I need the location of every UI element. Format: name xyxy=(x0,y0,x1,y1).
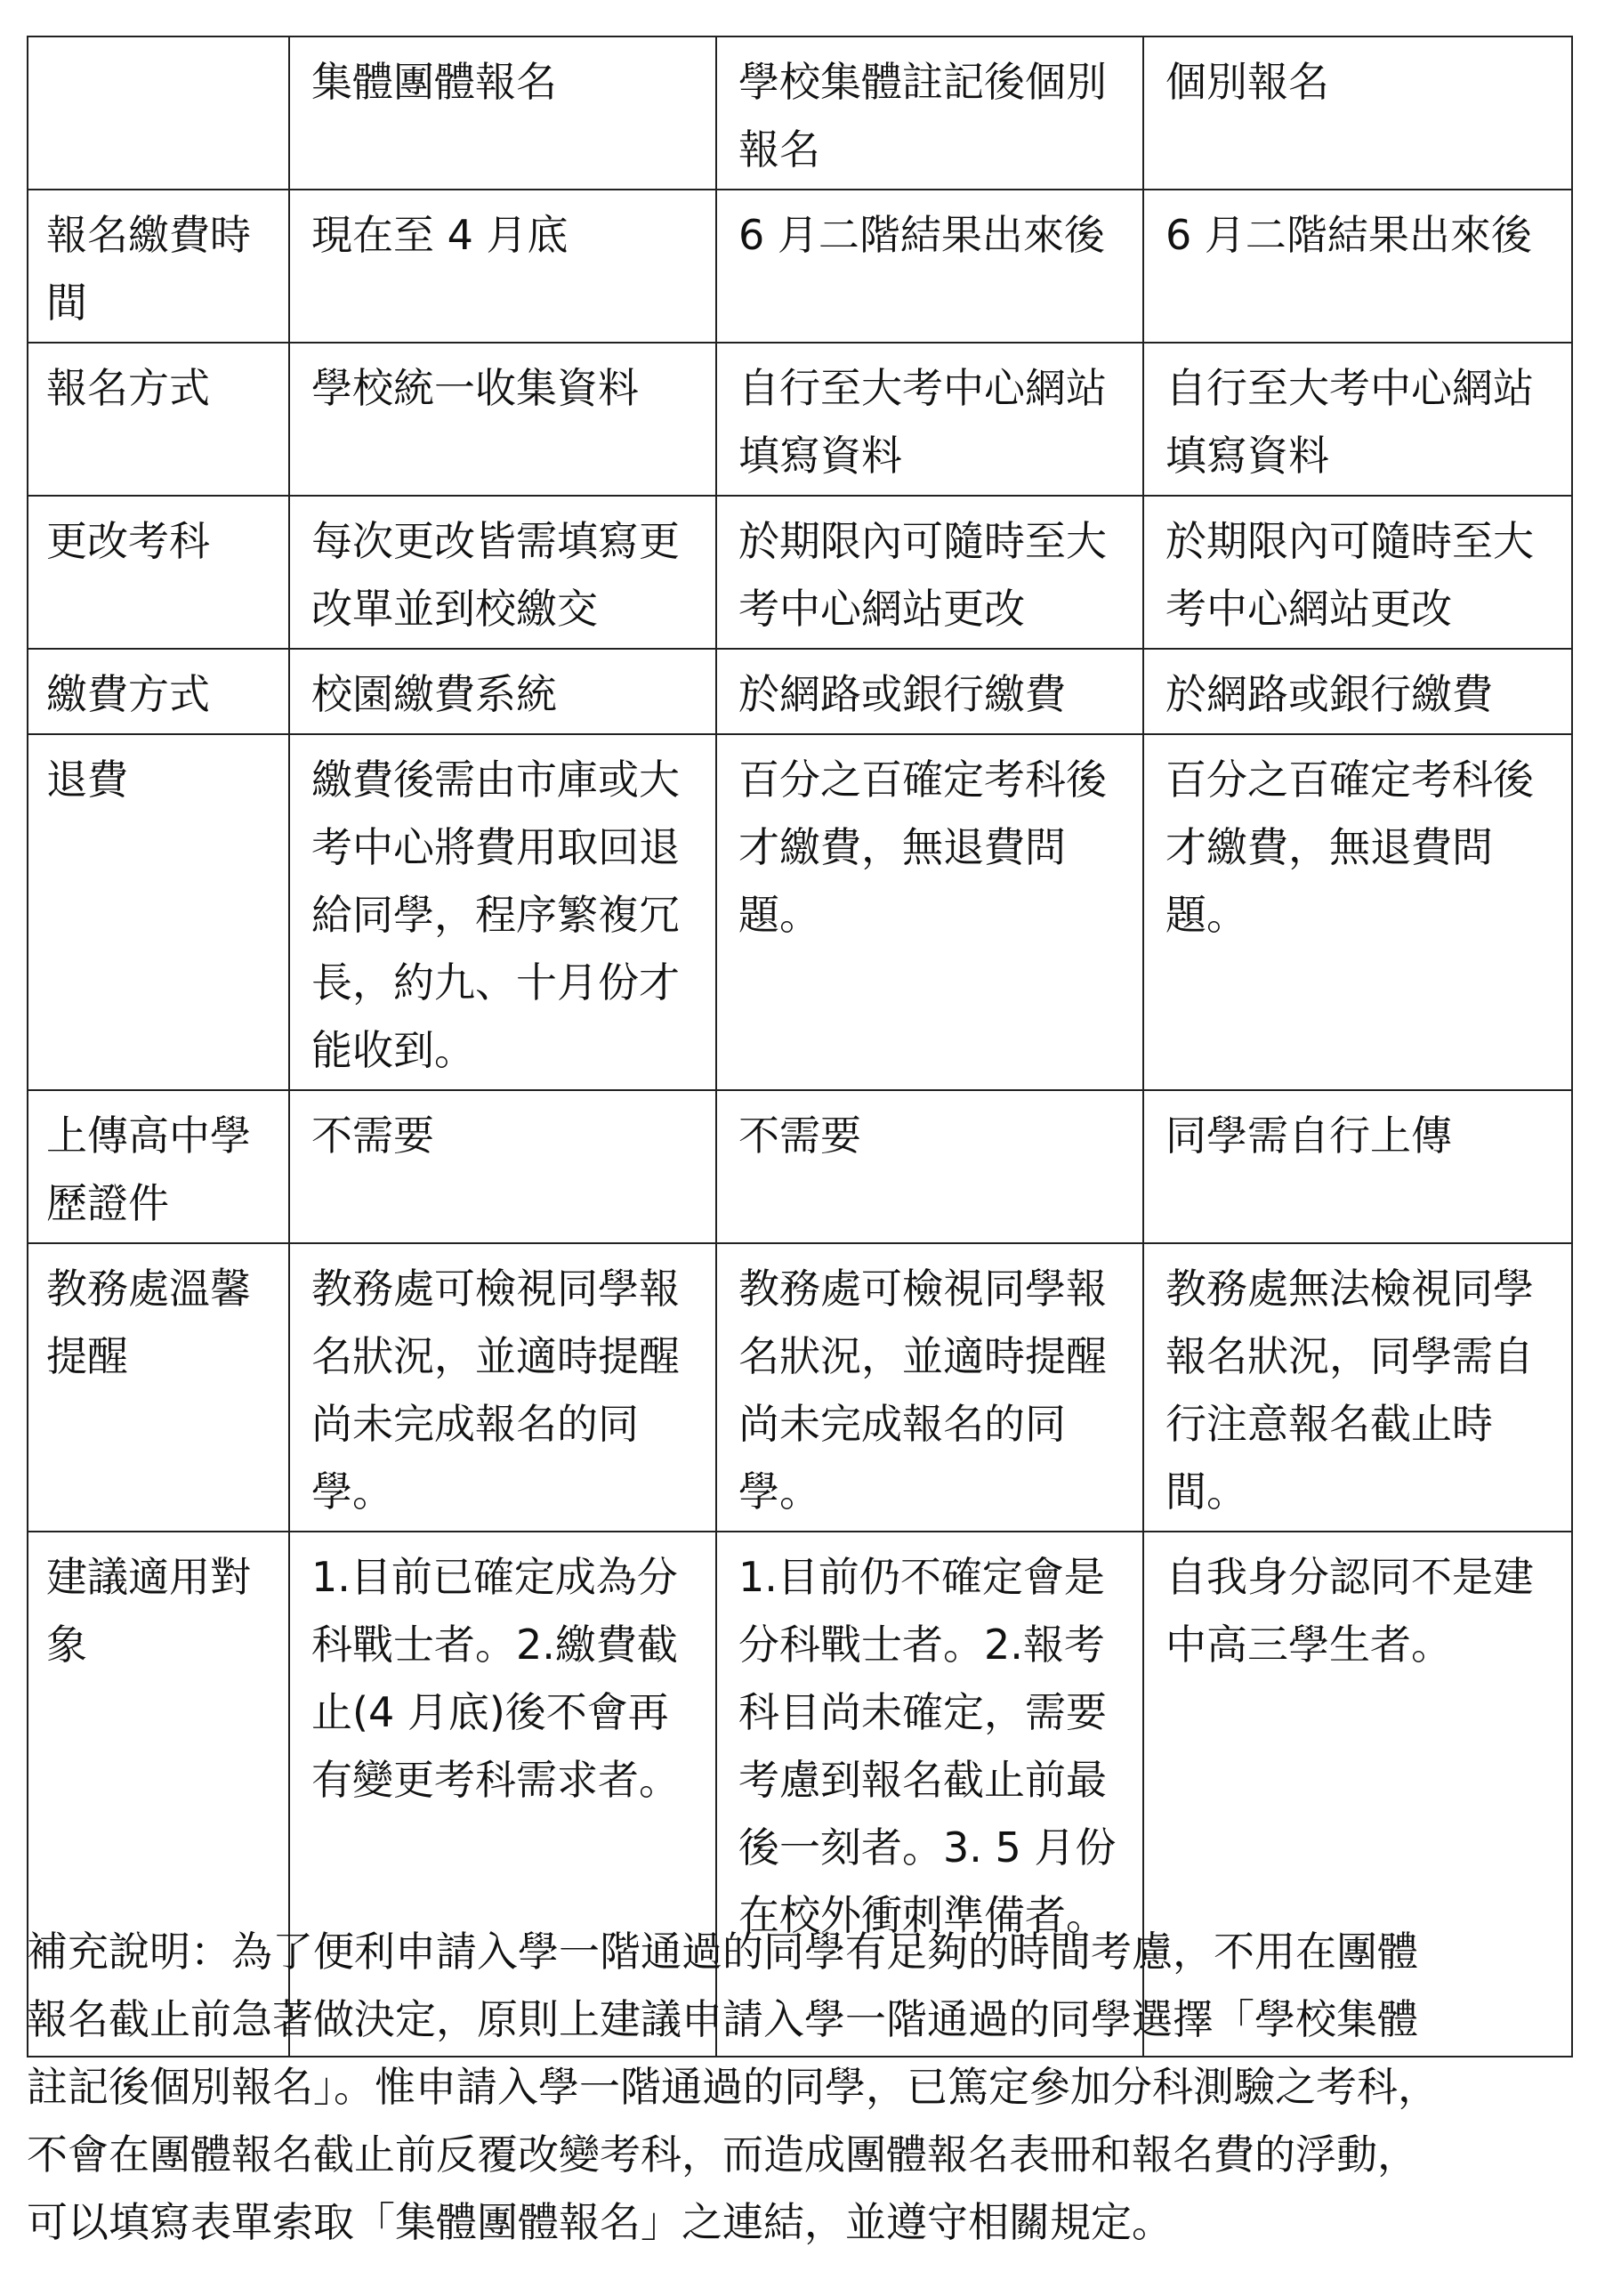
table-row xyxy=(28,1243,1572,1532)
header-cell-group-registration: 集體團體報名 xyxy=(289,36,716,190)
table-cell: 現在至 4 月底 xyxy=(289,190,716,343)
table-cell: 不需要 xyxy=(716,1090,1143,1243)
table-row xyxy=(28,649,1572,734)
header-cell-individual-registration: 個別報名 xyxy=(1143,36,1572,190)
note-line: 可以填寫表單索取「集體團體報名」之連結，並遵守相關規定。 xyxy=(27,2198,1173,2246)
table-cell: 6 月二階結果出來後 xyxy=(1143,190,1572,343)
table-cell: 同學需自行上傳 xyxy=(1143,1090,1572,1243)
table-cell: 1.目前仍不確定會是分科戰士者。2.報考科目尚未確定，需要考慮到報名截止前最後一刻者。3. 5 月份在校外衝刺準備者。 xyxy=(716,1532,1143,2057)
table-cell: 繳費後需由市庫或大考中心將費用取回退給同學，程序繁複冗長，約九、十月份才能收到。 xyxy=(289,734,716,1090)
table-row xyxy=(28,190,1572,343)
table-row xyxy=(28,1090,1572,1243)
table-cell: 1.目前已確定成為分科戰士者。2.繳費截止(4 月底)後不會再有變更考科需求者。 xyxy=(289,1532,716,2057)
header-cell-empty xyxy=(28,36,289,190)
supplementary-note xyxy=(27,1918,1575,2256)
table-cell: 於網路或銀行繳費 xyxy=(716,649,1143,734)
table-cell: 於期限內可隨時至大考中心網站更改 xyxy=(1143,496,1572,649)
row-label: 繳費方式 xyxy=(28,649,289,734)
table-cell: 百分之百確定考科後才繳費，無退費問題。 xyxy=(1143,734,1572,1090)
table-cell: 於期限內可隨時至大考中心網站更改 xyxy=(716,496,1143,649)
registration-comparison-table xyxy=(27,36,1573,2058)
table-cell: 教務處無法檢視同學報名狀況，同學需自行注意報名截止時間。 xyxy=(1143,1243,1572,1532)
table-cell: 不需要 xyxy=(289,1090,716,1243)
table-cell: 百分之百確定考科後才繳費，無退費問題。 xyxy=(716,734,1143,1090)
table-header-row xyxy=(28,36,1572,190)
note-line: 報名截止前急著做決定，原則上建議申請入學一階通過的同學選擇「學校集體 xyxy=(27,1995,1418,2043)
row-label: 上傳高中學歷證件 xyxy=(28,1090,289,1243)
table-cell: 自我身分認同不是建中高三學生者。 xyxy=(1143,1532,1572,2057)
note-line: 補充說明：為了便利申請入學一階通過的同學有足夠的時間考慮，不用在團體 xyxy=(27,1928,1418,1976)
table-row xyxy=(28,343,1572,496)
table-cell: 於網路或銀行繳費 xyxy=(1143,649,1572,734)
row-label: 建議適用對象 xyxy=(28,1532,289,2057)
table-cell: 自行至大考中心網站填寫資料 xyxy=(716,343,1143,496)
row-label: 教務處溫馨提醒 xyxy=(28,1243,289,1532)
table-row xyxy=(28,734,1572,1090)
table-cell: 教務處可檢視同學報名狀況，並適時提醒尚未完成報名的同學。 xyxy=(716,1243,1143,1532)
note-line: 不會在團體報名截止前反覆改變考科，而造成團體報名表冊和報名費的浮動， xyxy=(27,2130,1418,2179)
row-label: 報名方式 xyxy=(28,343,289,496)
row-label: 更改考科 xyxy=(28,496,289,649)
table-cell: 每次更改皆需填寫更改單並到校繳交 xyxy=(289,496,716,649)
table-cell: 校園繳費系統 xyxy=(289,649,716,734)
header-cell-school-then-individual: 學校集體註記後個別報名 xyxy=(716,36,1143,190)
row-label: 報名繳費時間 xyxy=(28,190,289,343)
table-cell: 教務處可檢視同學報名狀況，並適時提醒尚未完成報名的同學。 xyxy=(289,1243,716,1532)
table-row xyxy=(28,496,1572,649)
table-cell: 自行至大考中心網站填寫資料 xyxy=(1143,343,1572,496)
row-label: 退費 xyxy=(28,734,289,1090)
table-cell: 6 月二階結果出來後 xyxy=(716,190,1143,343)
table-cell: 學校統一收集資料 xyxy=(289,343,716,496)
note-line: 註記後個別報名」。惟申請入學一階通過的同學，已篤定參加分科測驗之考科， xyxy=(27,2063,1439,2111)
